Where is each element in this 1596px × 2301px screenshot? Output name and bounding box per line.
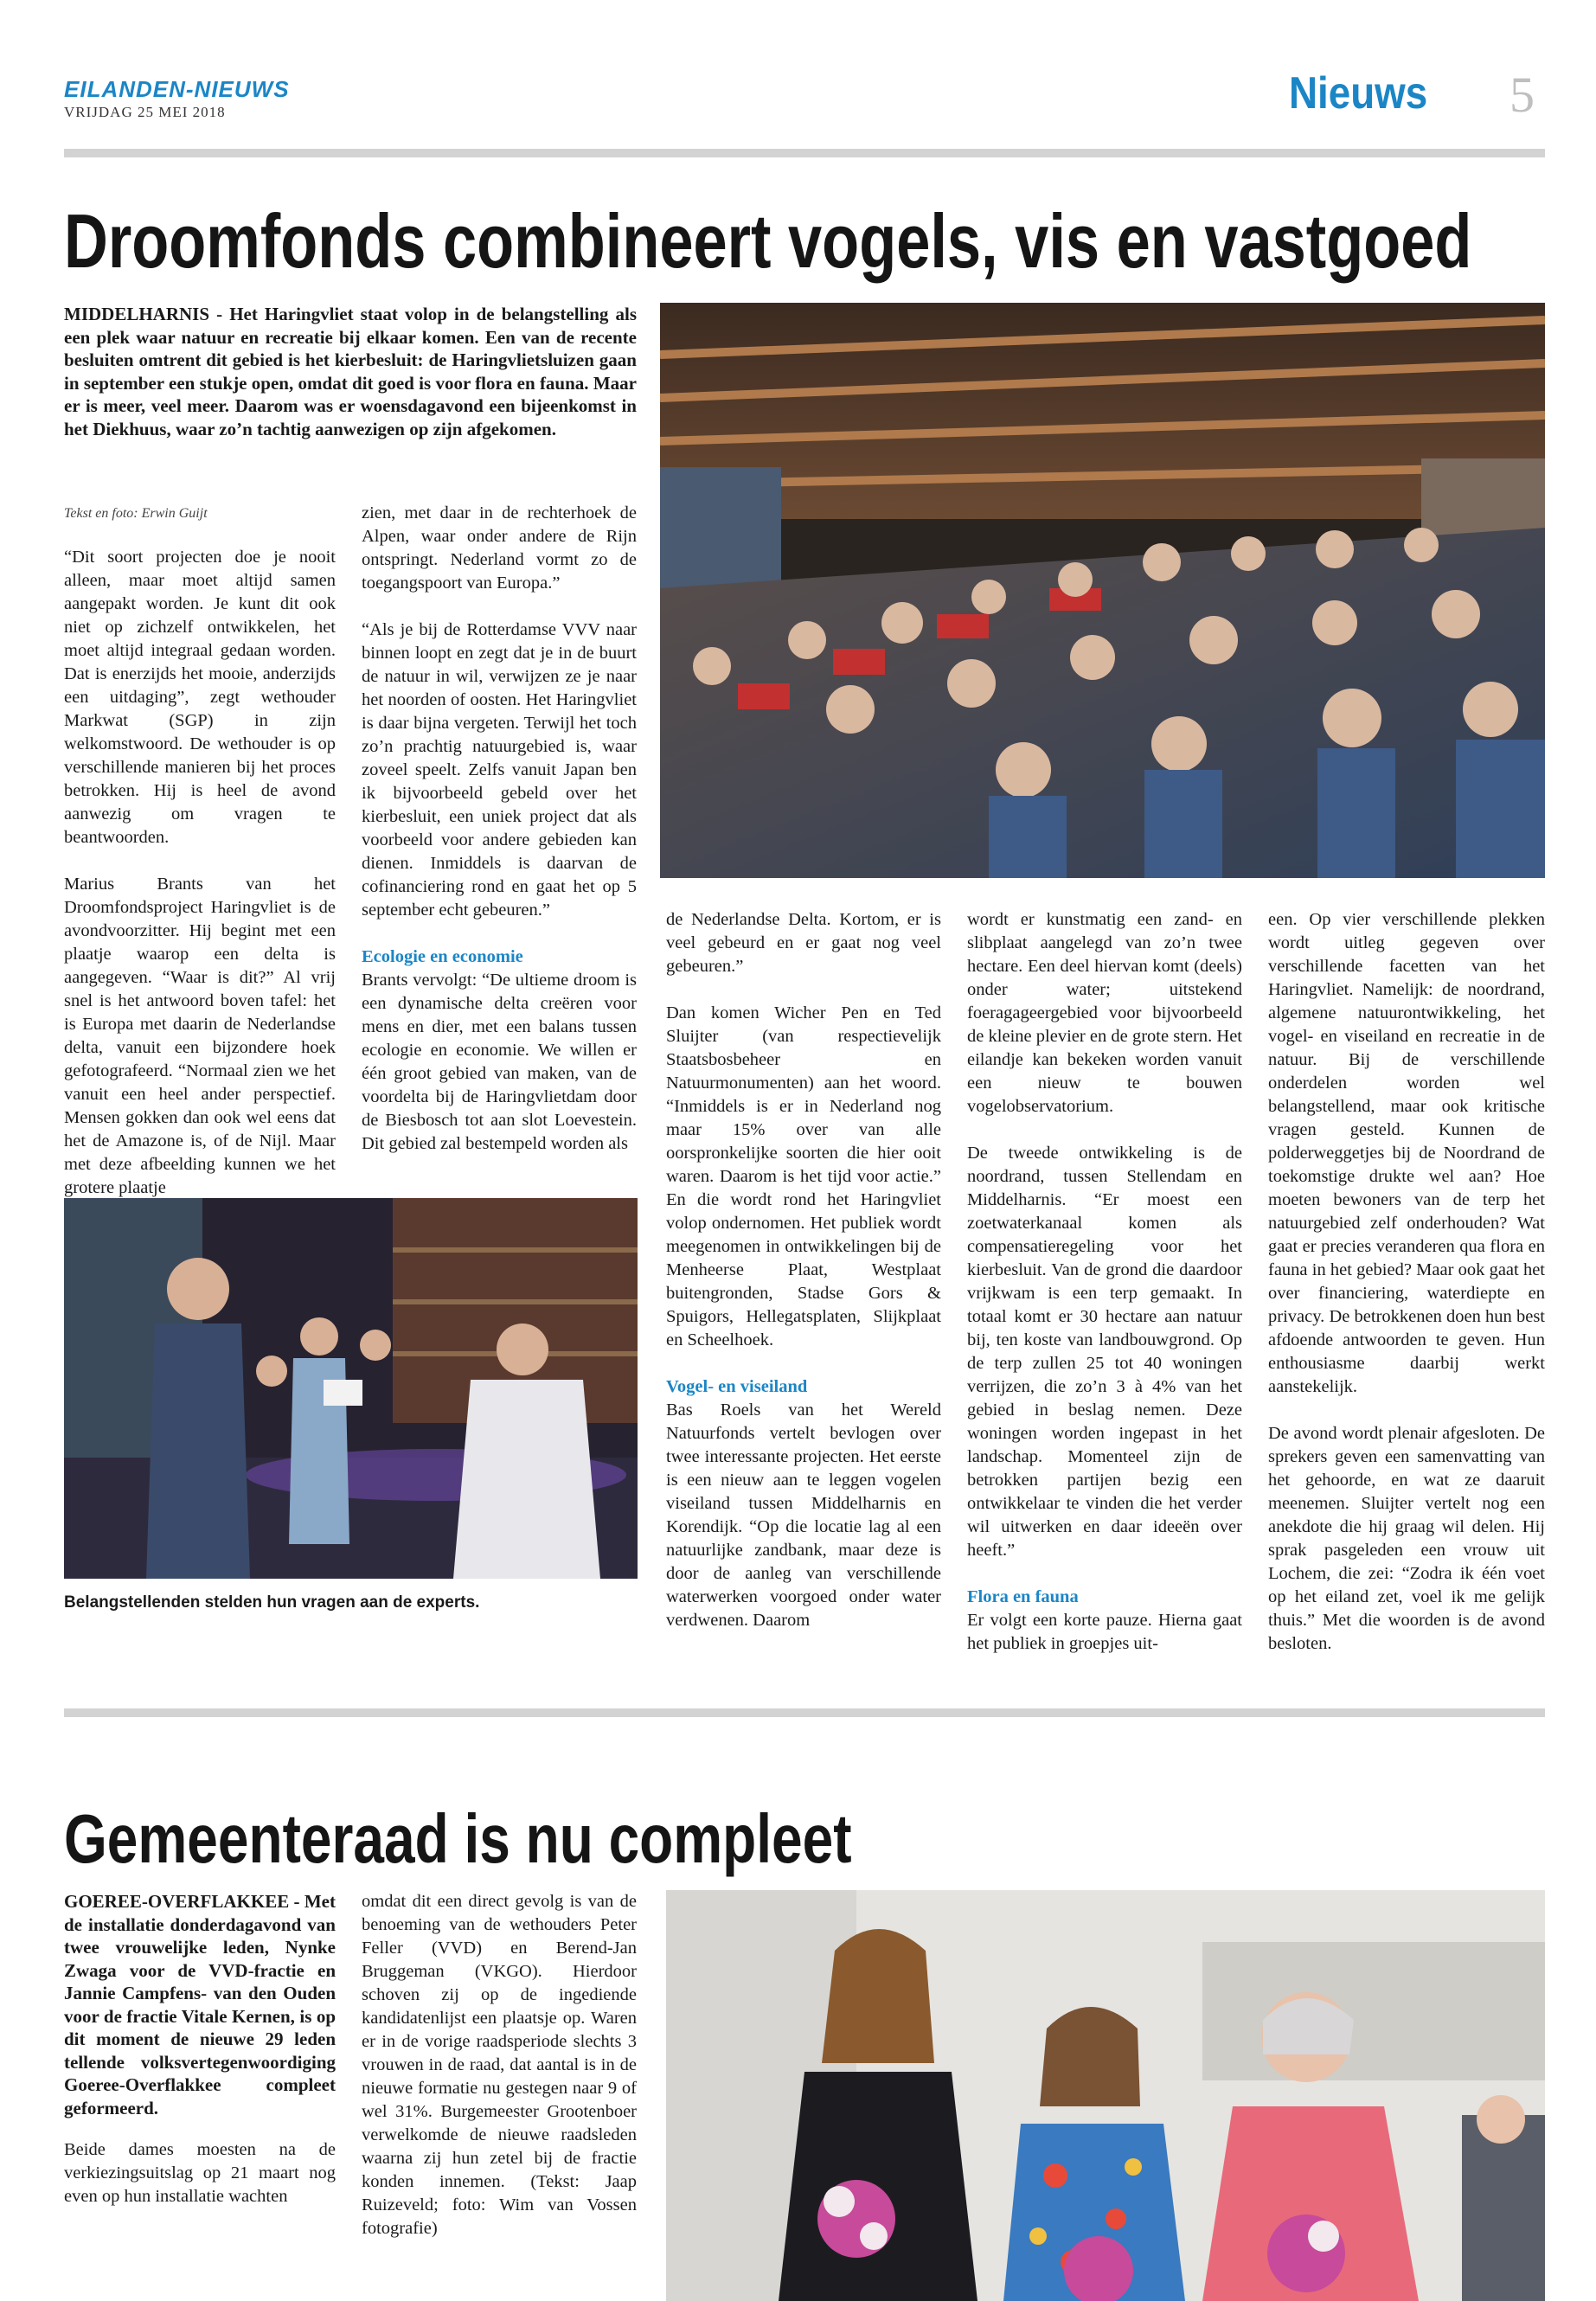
paragraph: een. Op vier verschillende plekken wordt uitleg gegeven over verschillende facetten van het Haringvliet. Namelijk: de noordrand, algemene natuurontwikkeling, het vogel- en viseiland en recreatie in de natuur. Bij de verschillende onderdelen worden wel belangstellend, maar ook kritische vragen gesteld. Kunnen de polderweggetjes bij de Noordrand de toekomstige drukte wel aan? Hoe moeten bewoners van de terp het natuurgebied zelf onderhouden? Wat gaat er precies veranderen qua flora en fauna in het gebied? Maar ook gaat het over financiering, waterdiepte en privacy. De betrokkenen doen hun best afdoende antwoorden te geven. Hun enthousiasme daarbij werkt aanstekelijk. xyxy=(1268,910,1545,1396)
council-members-photo xyxy=(666,1890,1545,2301)
newspaper-logo: EILANDEN-NIEUWS xyxy=(64,76,290,102)
article-divider xyxy=(64,1708,1545,1717)
subheading: Ecologie en economie xyxy=(362,947,523,966)
paragraph: zien, met daar in de rechterhoek de Alpen, waar onder andere de Rijn ontspringt. Nederland vormt zo de toegangspoort van Europa.” xyxy=(362,503,637,593)
paragraph: Dan komen Wicher Pen en Ted Sluijter (van respectievelijk Staatsbosbeheer en Natuurmonumenten) aan het woord. “Inmiddels is er in Nederland nog maar 15% over van alle oorspronkelijke soorten die hier ooit waren. Daarom is het tijd voor actie.” En die wordt rond het Haringvliet volop ondernomen. Het publiek wordt meegenomen in ontwikkelingen bij de Menheerse Plaat, Westplaat buitengronden, Stadse Gors & Spuigors, Hellegatsplaten, Slijkplaat en Scheelhoek. xyxy=(666,1003,941,1349)
article2-column-2: omdat dit een direct gevolg is van de benoeming van de wethouders Peter Feller (VVD) en Berend-Jan Bruggeman (VKGO). Hierdoor schoven zij op de ingediende kandidatenlijst een plaatsje op. Waren er in de vorige raadsperiode slechts 3 vrouwen in de raad, dat aantal is in de nieuwe formatie nu gestegen naar 9 of wel 31%. Burgemeester Grootenboer verwelkomde de nieuwe raadsleden waarna zij hun zetel bij de fractie konden innemen. (Tekst: Jaap Ruizeveld; foto: Wim van Vossen fotografie) xyxy=(362,1892,637,2238)
paragraph: “Dit soort projecten doe je nooit alleen, maar moet altijd samen aangepakt worden. Je kunt dit ook niet op zichzelf ontwikkelen, het moet altijd integraal gedaan worden. Dat is enerzijds het mooie, anderzijds een uitdaging”, zegt wethouder Markwat (SGP) in zijn welkomstwoord. De wethouder is op verschillende manieren bij het proces betrokken. Hij is heel de avond aanwezig om vragen te beantwoorden. xyxy=(64,548,336,847)
article-headline: Gemeenteraad is nu compleet xyxy=(64,1800,852,1877)
article-column-5 xyxy=(1268,908,1545,1656)
paragraph: wordt er kunstmatig een zand- en slibplaat aangelegd van zo’n twee hectare. Een deel hiervan komt (deels) onder water; uitstekend foeragageergebied voor bijvoorbeeld de kleine plevier en de grote stern. Het eilandje kan bekeken worden vanuit een nieuw te bouwen vogelobservatorium. xyxy=(967,910,1242,1116)
paragraph: Bas Roels van het Wereld Natuurfonds vertelt bevlogen over twee interessante projecten. Het eerste is een nieuw aan te leggen vogelen viseiland tussen Middelharnis en Korendijk. “Op die locatie lag al een natuurlijke zandbank, maar deze is door de aanleg van verschillende waterwerken voorgoed onder water verdwenen. Daarom xyxy=(666,1400,941,1630)
paragraph: Er volgt een korte pauze. Hierna gaat het publiek in groepjes uit- xyxy=(967,1611,1242,1653)
paragraph: De avond wordt plenair afgesloten. De sprekers geven een samenvatting van het gehoorde, en wat ze daaruit meenemen. Sluijter vertelt nog een anekdote die hij graag wil delen. Hij sprak pasgeleden een vrouw uit Lochem, die zei: “Zodra ik één voet op het eiland zet, voel ik me gelijk thuis.” Met die woorden is de avond besloten. xyxy=(1268,1424,1545,1653)
article-lead: GOEREE-OVERFLAKKEE - Met de installatie donderdagavond van twee vrouwelijke leden, Nynke Zwaga voor de VVD-fractie en Jannie Campfens- van den Ouden voor de fractie Vitale Kernen, is op dit moment de nieuwe 29 leden tellende volksvertegenwoordiging Goeree-Overflakkee compleet geformeerd. xyxy=(64,1891,336,2118)
top-divider xyxy=(64,149,1545,157)
photo-credit: Tekst en foto: Erwin Guijt xyxy=(64,506,208,521)
article-column-3 xyxy=(666,908,941,1632)
article2-column-1 xyxy=(64,1890,336,2208)
paragraph: de Nederlandse Delta. Kortom, er is veel gebeurd en er gaat nog veel gebeuren.” xyxy=(666,910,941,976)
article-column-2 xyxy=(362,502,637,1156)
audience-photo xyxy=(660,303,1545,878)
photo-caption: Belangstellenden stelden hun vragen aan de experts. xyxy=(64,1593,480,1612)
experts-photo-image xyxy=(64,1198,638,1579)
council-members-photo-image xyxy=(666,1890,1545,2301)
paragraph: “Als je bij de Rotterdamse VVV naar binnen loopt en zegt dat je in de buurt de natuur in wil, verwijzen ze je naar het noorden of oosten. Het Haringvliet is daar bijna vergeten. Terwijl het toch zo’n prachtig natuurgebied is, waar zoveel speelt. Zelfs vanuit Japan ben ik bijvoorbeeld gebeld over het kierbesluit, een uniek project dat als voorbeeld voor andere gebieden kan dienen. Inmiddels is daarvan de cofinanciering rond en gaat het op 5 september echt gebeuren.” xyxy=(362,620,637,920)
article-column-1 xyxy=(64,502,336,1200)
paragraph: Brants vervolgt: “De ultieme droom is een dynamische delta creëren voor mens en dier, met een balans tussen ecologie en economie. We willen er één groot gebied van maken, van de voordelta bij de Haringvlietdam door de Biesbosch tot aan slot Loevestein. Dit gebied zal bestempeld worden als xyxy=(362,971,637,1153)
page-number: 5 xyxy=(1509,67,1535,123)
issue-date: VRIJDAG 25 MEI 2018 xyxy=(64,104,226,120)
article-headline: Droomfonds combineert vogels, vis en vastgoed xyxy=(64,198,1472,284)
paragraph: De tweede ontwikkeling is de noordrand, tussen Stellendam en Middelharnis. “Er moest een zoetwaterkanaal komen als compensatieregeling voor het kierbesluit. Van de grond die daardoor vrijkwam is een terp gemaakt. In totaal komt er 30 hectare aan natuur bij, ten koste van landbouwgrond. Op de terp zullen 25 tot 40 woningen verrijzen, die zo’n 3 à 4% van het gebied in beslag nemen. Deze woningen worden ingepast in het landschap. Momenteel zijn de betrokken partijen bezig een ontwikkelaar te vinden die het verder wil uitwerken en daar ideeën over heeft.” xyxy=(967,1144,1242,1560)
subheading: Flora en fauna xyxy=(967,1587,1079,1606)
article-lead: MIDDELHARNIS - Het Haringvliet staat volop in de belangstelling als een plek waar natuur en recreatie bij elkaar komen. Een van de recente besluiten omtrent dit gebied is het kierbesluit: de Haringvlietsluizen gaan in september een stukje open, omdat dit goed is voor flora en fauna. Maar er is meer, veel meer. Daarom was er woensdagavond een bijeenkomst in het Diekhuus, waar zo’n tachtig aanwezigen op zijn afgekomen. xyxy=(64,304,637,439)
article-column-4 xyxy=(967,908,1242,1656)
experts-photo xyxy=(64,1198,638,1579)
paragraph: Marius Brants van het Droomfondsproject Haringvliet is de avondvoorzitter. Hij begint met een plaatje waarop een delta is aangegeven. “Waar is dit?” Al vrij snel is het antwoord boven tafel: het is Europa met daarin de Nederlandse delta, vanuit een bijzondere hoek gefotografeerd. “Normaal zien we het vanuit een heel ander perspectief. Mensen gokken dan ook wel eens dat het de Amazone is, of de Nijl. Maar met deze afbeelding kunnen we het grotere plaatje xyxy=(64,875,336,1197)
subheading: Vogel- en viseiland xyxy=(666,1377,808,1396)
paragraph: Beide dames moesten na de verkiezingsuitslag op 21 maart nog even op hun installatie wachten xyxy=(64,2140,336,2206)
section-title: Nieuws xyxy=(1289,68,1428,119)
audience-photo-image xyxy=(660,303,1545,878)
